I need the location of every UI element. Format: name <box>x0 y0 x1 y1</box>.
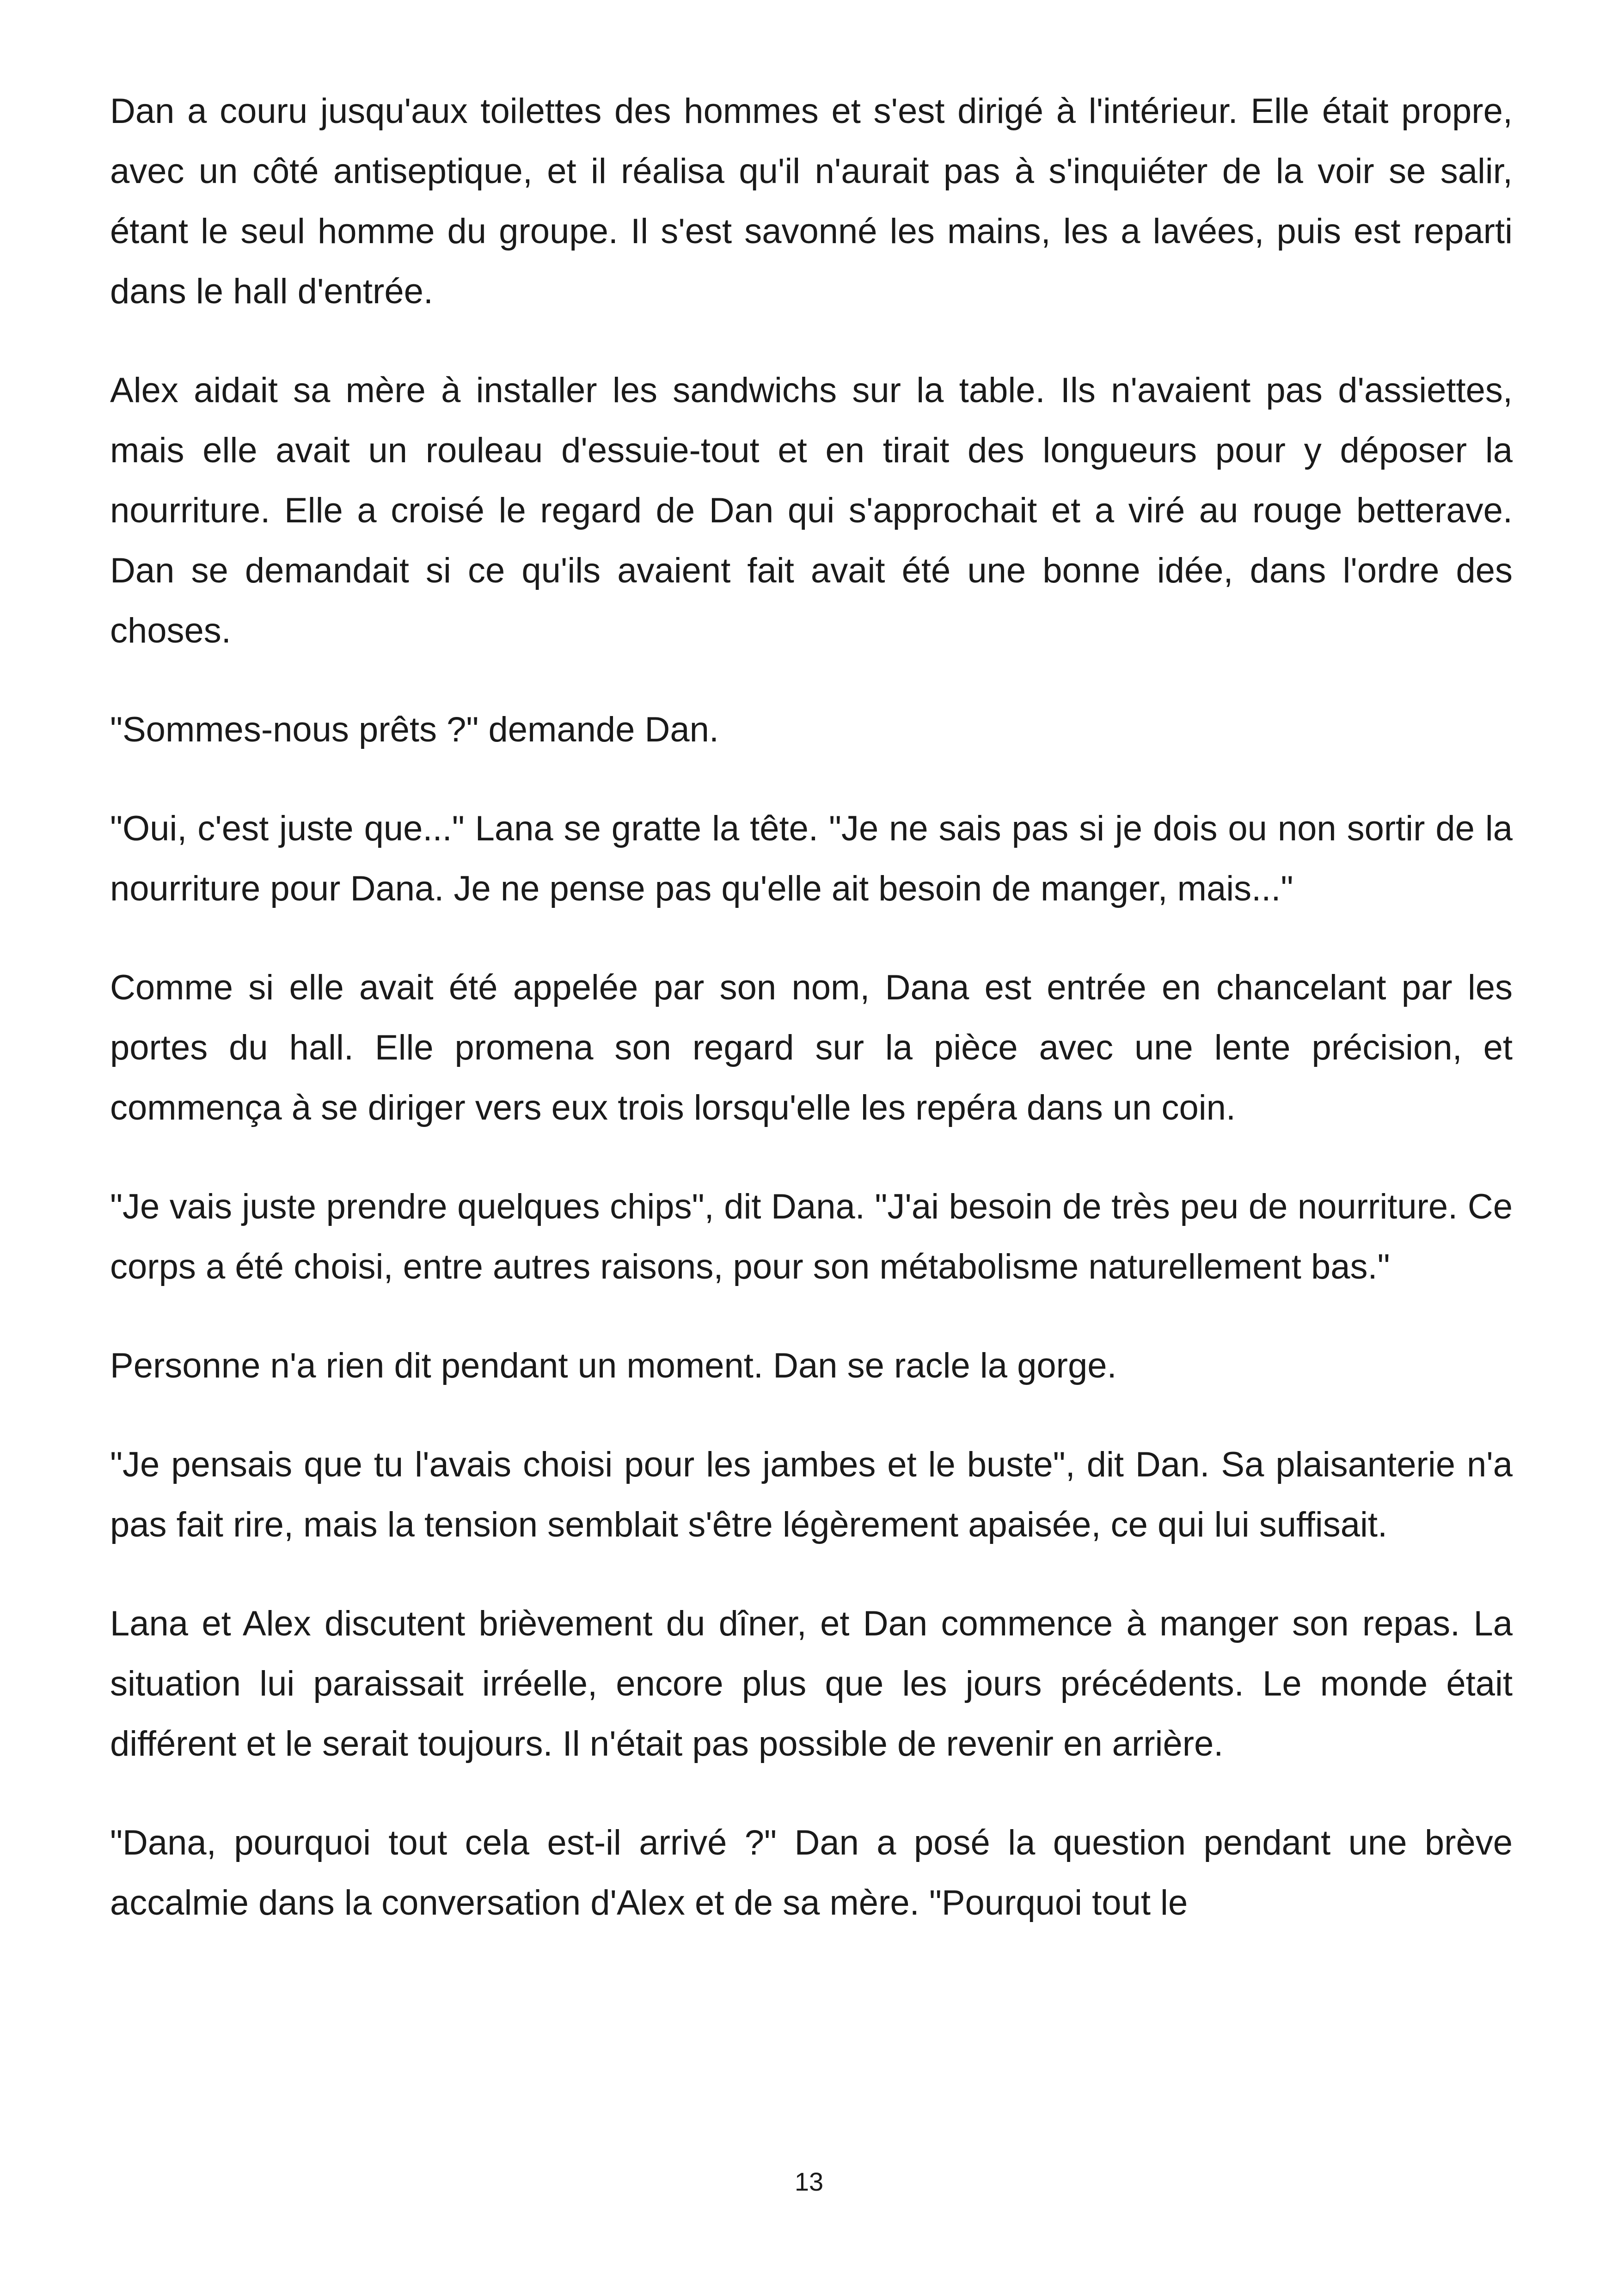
paragraph-8: "Je pensais que tu l'avais choisi pour les jambes et le buste", dit Dan. Sa plaisanterie n'a pas fait rire, mais la tension semblait s'être légèrement apaisée, ce qui lui suffisait. <box>110 1445 1513 1544</box>
paragraph-10: "Dana, pourquoi tout cela est-il arrivé ?" Dan a posé la question pendant une brève accalmie dans la conversation d'Alex et de sa mère. "Pourquoi tout le <box>110 1823 1513 1923</box>
paragraph-3: "Sommes-nous prêts ?" demande Dan. <box>110 710 719 749</box>
paragraph-9: Lana et Alex discutent brièvement du dîner, et Dan commence à manger son repas. La situation lui paraissait irréelle, encore plus que les jours précédents. Le monde était différent et le serait toujours. Il n'était pas possible de revenir en arrière. <box>110 1604 1513 1763</box>
paragraph-6: "Je vais juste prendre quelques chips", dit Dana. "J'ai besoin de très peu de nourriture. Ce corps a été choisi, entre autres raisons, pour son métabolisme naturellement bas." <box>110 1187 1513 1286</box>
paragraph-7: Personne n'a rien dit pendant un moment. Dan se racle la gorge. <box>110 1346 1117 1385</box>
paragraph-4: "Oui, c'est juste que..." Lana se gratte la tête. "Je ne sais pas si je dois ou non sortir de la nourriture pour Dana. Je ne pense pas qu'elle ait besoin de manger, mais..." <box>110 809 1513 908</box>
paragraph-2: Alex aidait sa mère à installer les sandwichs sur la table. Ils n'avaient pas d'assiettes, mais elle avait un rouleau d'essuie-tout et en tirait des longueurs pour y déposer la nourriture. Elle a croisé le regard de Dan qui s'approchait et a viré au rouge betterave. Dan se demandait si ce qu'ils avaient fait avait été une bonne idée, dans l'ordre des choses. <box>110 371 1513 650</box>
paragraph-5: Comme si elle avait été appelée par son nom, Dana est entrée en chancelant par les portes du hall. Elle promena son regard sur la pièce avec une lente précision, et commença à se diriger vers eux trois lorsqu'elle les repéra dans un coin. <box>110 968 1513 1127</box>
page-number: 13 <box>794 2167 824 2196</box>
paragraph-1: Dan a couru jusqu'aux toilettes des hommes et s'est dirigé à l'intérieur. Elle était propre, avec un côté antiseptique, et il réalisa qu'il n'aurait pas à s'inquiéter de la voir se salir, étant le seul homme du groupe. Il s'est savonné les mains, les a lavées, puis est reparti dans le hall d'entrée. <box>110 92 1513 311</box>
body-text <box>110 81 1513 1933</box>
